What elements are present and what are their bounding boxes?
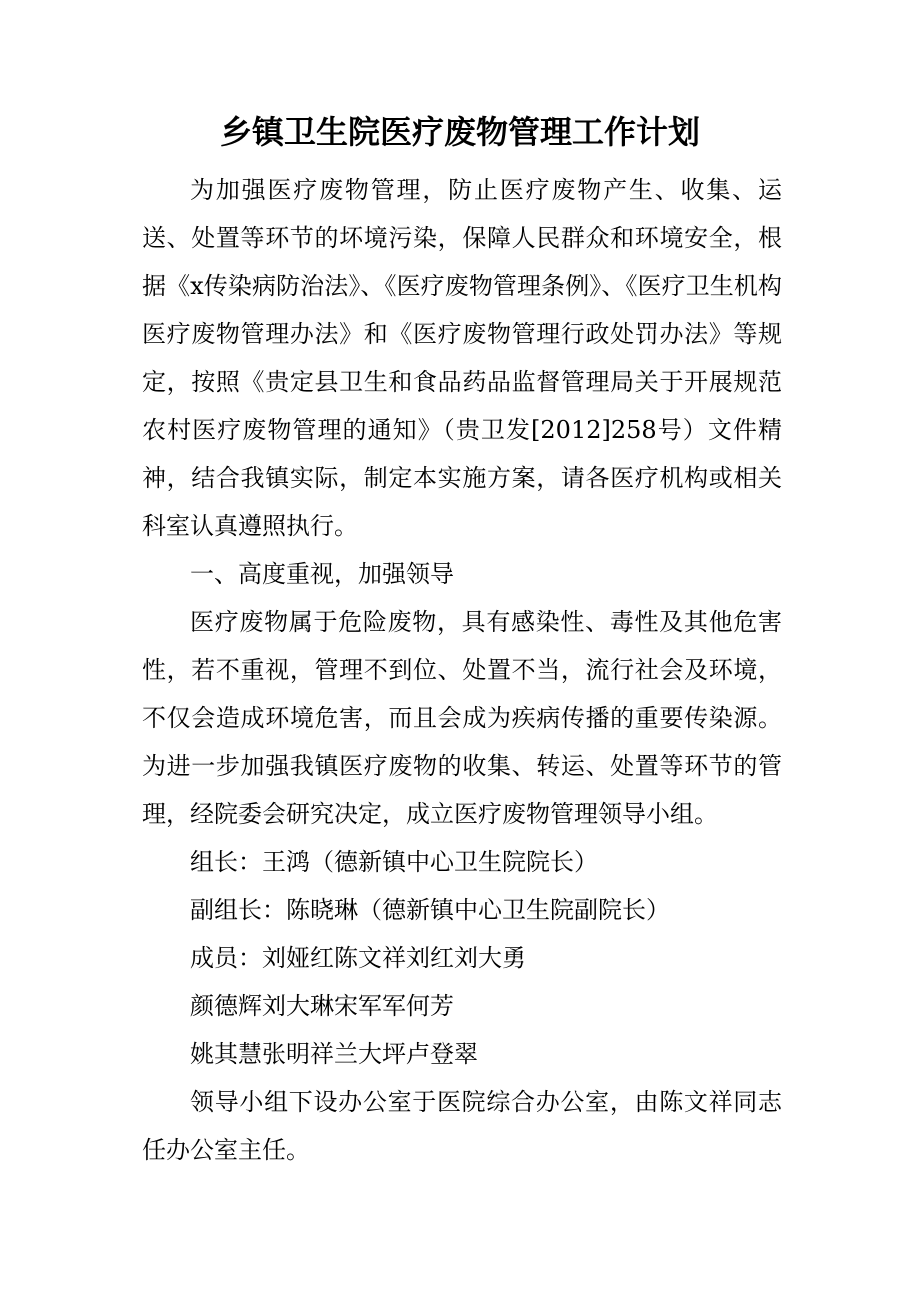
group-leader-line: 组长：王鸿（德新镇中心卫生院院长） xyxy=(190,848,598,876)
deputy-leader-line: 副组长：陈晓琳（德新镇中心卫生院副院长） xyxy=(190,896,670,924)
members-line-1: 成员：刘娅红陈文祥刘红刘大勇 xyxy=(190,944,526,972)
section-heading-1: 一、高度重视，加强领导 xyxy=(190,560,454,588)
office-paragraph: 领导小组下设办公室于医院综合办公室，由陈文祥同志任办公室主任。 xyxy=(142,1088,782,1164)
members-line-3: 姚其慧张明祥兰大坪卢登翠 xyxy=(190,1040,478,1068)
paragraph-intro: 为加强医疗废物管理，防止医疗废物产生、收集、运送、处置等环节的坏境污染，保障人民群众和环境安全，根据《x传染病防治法》、《医疗废物管理条例》、《医疗卫生机构医疗废物管理办法》和《医疗废物管理行政处罚办法》等规定，按照《贵定县卫生和食品药品监督管理局关于开展规范农村医疗废物管理的通知》（贵卫发[2012]258号）文件精神，结合我镇实际，制定本实施方案，请各医疗机构或相关科室认真遵照执行。 xyxy=(142,176,782,540)
document-title: 乡镇卫生院医疗废物管理工作计划 xyxy=(219,113,700,151)
members-line-2: 颜德辉刘大琳宋军军何芳 xyxy=(190,992,454,1020)
paragraph-section-1: 医疗废物属于危险废物，具有感染性、毒性及其他危害性，若不重视，管理不到位、处置不当，流行社会及环境，不仅会造成环境危害，而且会成为疾病传播的重要传染源。为进一步加强我镇医疗废物的收集、转运、处置等环节的管理，经院委会研究决定，成立医疗废物管理领导小组。 xyxy=(142,608,782,828)
document-body xyxy=(142,166,782,1174)
